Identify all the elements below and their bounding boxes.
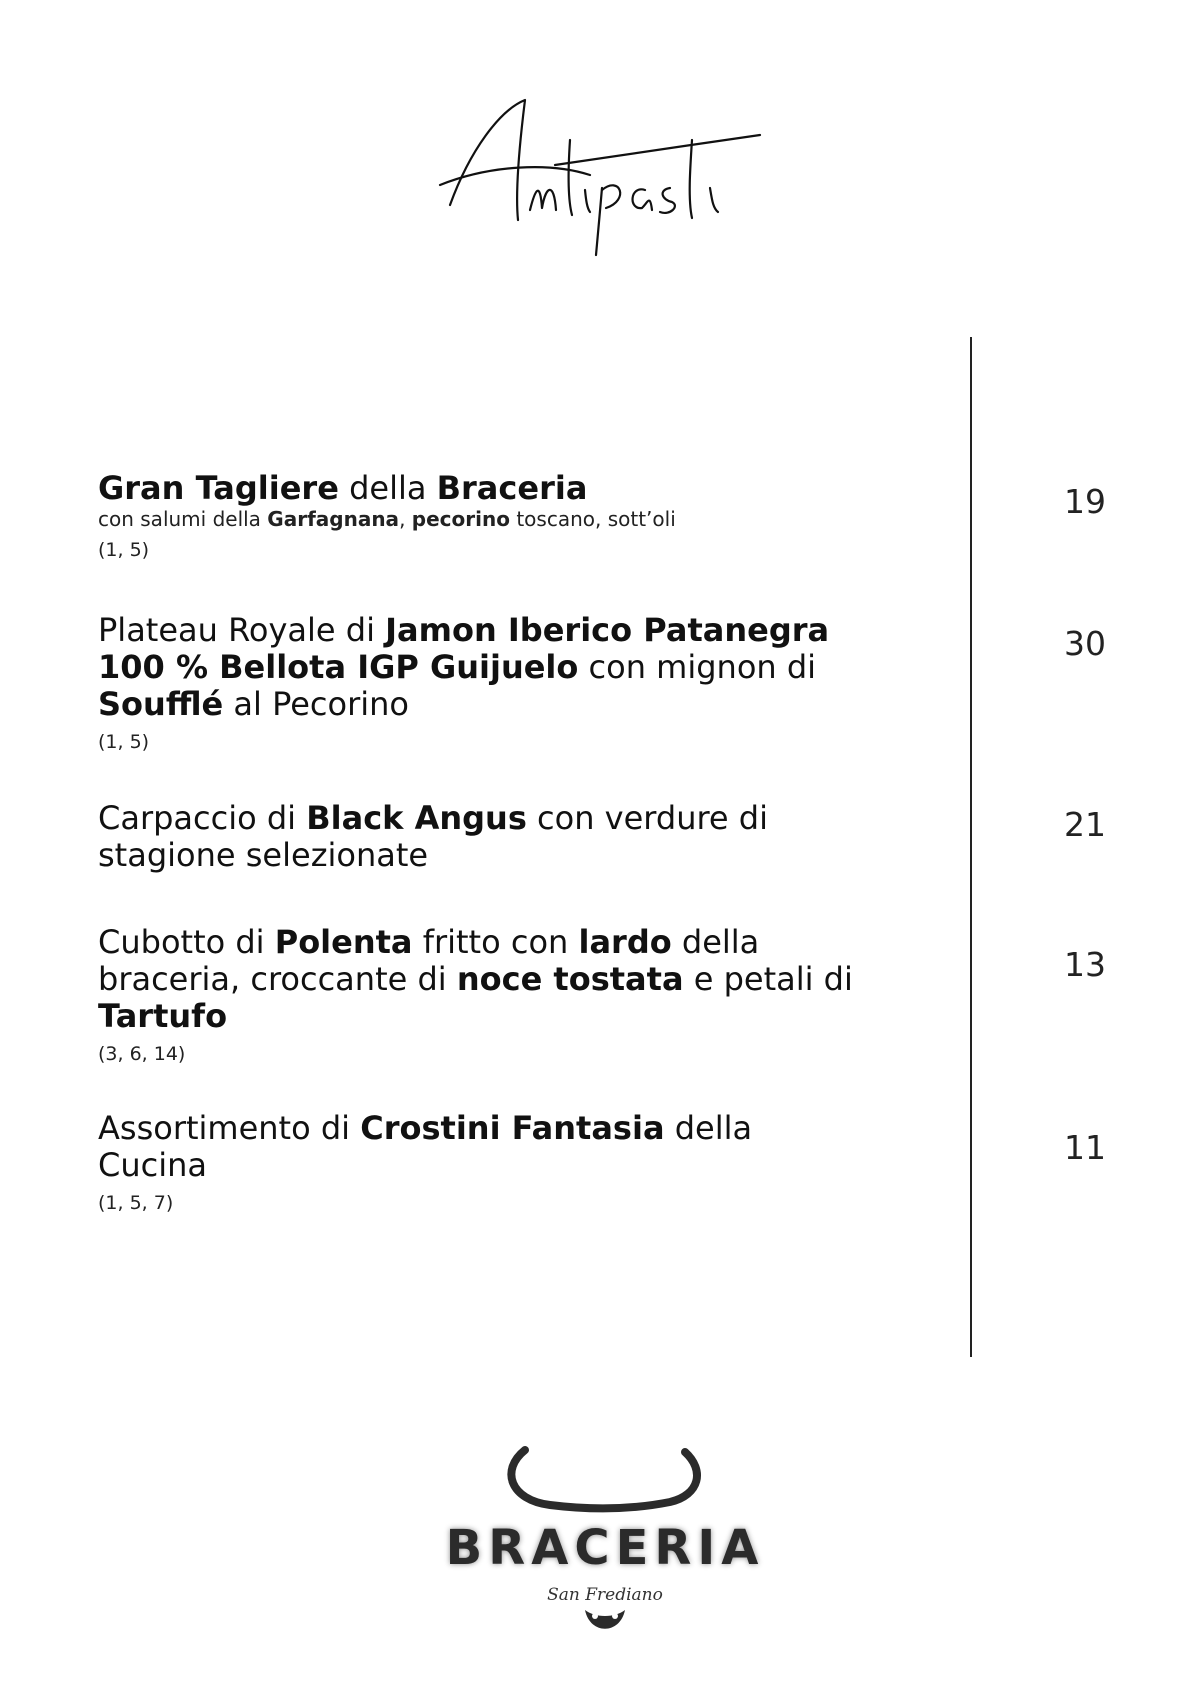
menu-item: [98, 1110, 858, 1216]
menu-item: [98, 924, 858, 1067]
braceria-logo: [440, 1440, 770, 1640]
menu-item-allergens: (3, 6, 14): [98, 1043, 186, 1065]
logo-subtitle: San Frediano: [547, 1585, 663, 1605]
menu-item-price: 11: [1064, 1128, 1106, 1167]
menu-item-name: Cubotto di Polenta fritto con lardo della braceria, croccante di noce tostata e petali di Tartufo: [98, 923, 853, 1035]
logo-name: BRACERIA: [445, 1520, 765, 1576]
menu-item-price: 30: [1064, 624, 1106, 663]
menu-item-name: Plateau Royale di Jamon Iberico Patanegra 100 % Bellota IGP Guijuelo con mignon di Soufflé al Pecorino: [98, 611, 830, 723]
menu-item-name: Carpaccio di Black Angus con verdure di stagione selezionate: [98, 799, 768, 874]
menu-item-price: 13: [1064, 945, 1106, 984]
menu-item-allergens: (1, 5): [98, 731, 150, 753]
menu-item-allergens: (1, 5): [98, 539, 150, 561]
menu-item-price: 21: [1064, 805, 1106, 844]
menu-item-price: 19: [1064, 482, 1106, 521]
menu-item-name: Assortimento di Crostini Fantasia della Cucina: [98, 1109, 753, 1184]
menu-item-name: Gran Tagliere della Braceria: [98, 469, 588, 507]
menu-item-allergens: (1, 5, 7): [98, 1192, 174, 1214]
antipasti-script-heading: [430, 90, 770, 260]
price-column-divider: [970, 337, 972, 1357]
page-title: [0, 90, 1200, 270]
menu-item: [98, 470, 858, 563]
menu-item-description: con salumi della Garfagnana, pecorino toscano, sott’oli: [98, 507, 676, 531]
menu-item: [98, 612, 858, 755]
menu-item: [98, 800, 858, 874]
